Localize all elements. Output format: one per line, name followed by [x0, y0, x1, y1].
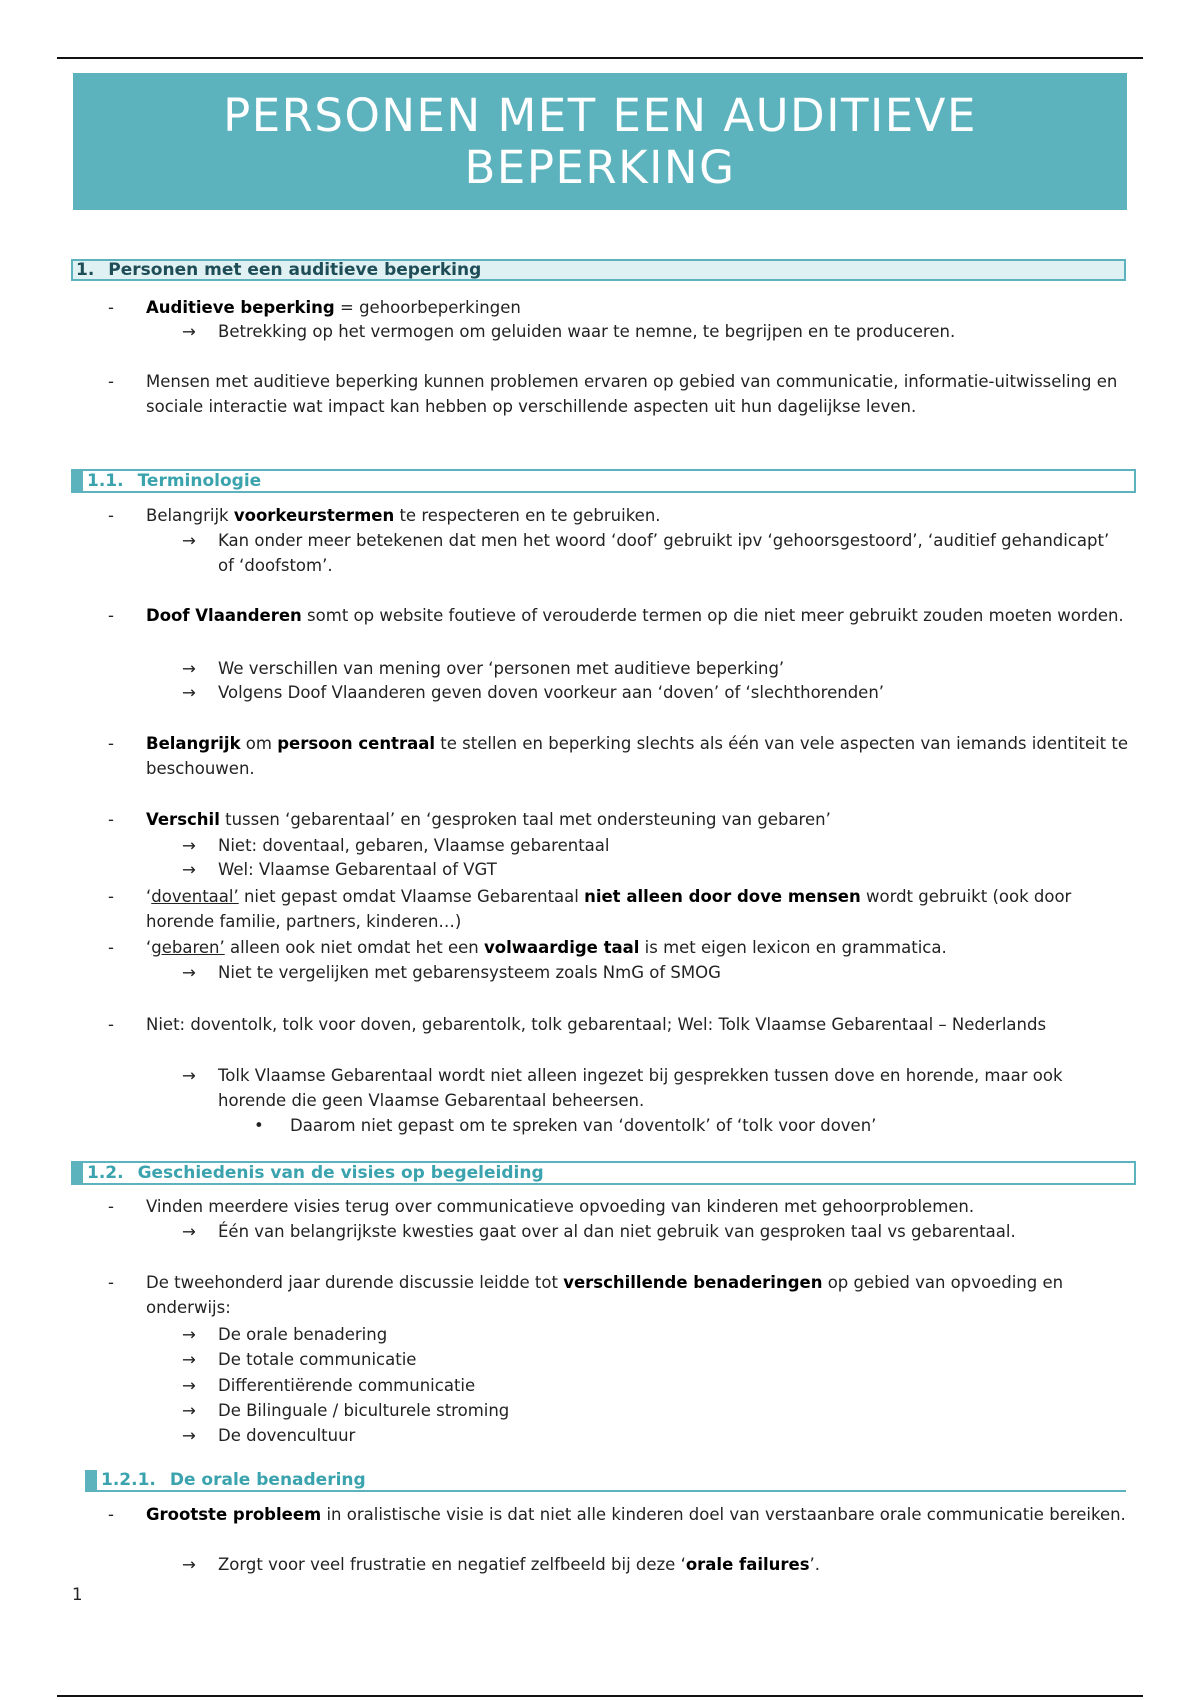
sub-bullet-orale-failures: Zorgt voor veel frustratie en negatief zelfbeeld bij deze ‘orale failures’.	[218, 1555, 821, 1574]
heading-section-1	[71, 259, 1126, 281]
heading-title: Personen met een auditieve beperking	[108, 260, 482, 280]
heading-title: Geschiedenis van de visies op begeleiding	[137, 1163, 544, 1183]
sub-bullet-kwesties: Één van belangrijkste kwesties gaat over al dan niet gebruik van gesproken taal vs gebarentaal.	[218, 1222, 1016, 1241]
list-item: De dovencultuur	[218, 1426, 356, 1445]
bullet-auditieve-beperking: Auditieve beperking = gehoorbeperkingen	[146, 298, 521, 317]
bullet-voorkeurstermen: Belangrijk voorkeurstermen te respecteren en te gebruiken.	[146, 506, 661, 525]
bullet-mensen-met-beperking: Mensen met auditieve beperking kunnen problemen ervaren op gebied van communicatie, informatie-uitwisseling en sociale interactie wat impact kan hebben op verschillende aspecten uit hun dagelijkse leven.	[146, 372, 1118, 416]
dash-marker: -	[108, 606, 114, 625]
title-line-2: BEPERKING	[464, 140, 736, 194]
title-line-1: PERSONEN MET EEN AUDITIEVE	[223, 88, 977, 142]
list-item: De Bilinguale / biculturele stroming	[218, 1401, 510, 1420]
heading-title: Terminologie	[137, 471, 262, 491]
bullet-persoon-centraal: Belangrijk om persoon centraal te stellen en beperking slechts als één van vele aspecten van iemands identiteit te beschouwen.	[146, 734, 1129, 778]
arrow-marker: →	[182, 1401, 196, 1420]
list-item: De totale communicatie	[218, 1350, 417, 1369]
sub-bullet-doof: Kan onder meer betekenen dat men het woord ‘doof’ gebruikt ipv ‘gehoorsgestoord’, ‘auditief gehandicapt’ of ‘doofstom’.	[218, 531, 1110, 575]
arrow-marker: →	[182, 322, 196, 341]
bullet-tolk: Niet: doventolk, tolk voor doven, gebarentolk, tolk gebarentaal; Wel: Tolk Vlaamse Gebarentaal – Nederlands	[146, 1015, 1047, 1034]
arrow-marker: →	[182, 659, 196, 678]
arrow-marker: →	[182, 1426, 196, 1445]
arrow-marker: →	[182, 1555, 196, 1574]
dash-marker: -	[108, 734, 114, 753]
dash-marker: -	[108, 1015, 114, 1034]
sub-bullet-wel: Wel: Vlaamse Gebarentaal of VGT	[218, 860, 497, 879]
bullet-verschil: Verschil tussen ‘gebarentaal’ en ‘gesproken taal met ondersteuning van gebaren’	[146, 810, 831, 829]
sub-bullet-tolk-ingezet: Tolk Vlaamse Gebarentaal wordt niet alleen ingezet bij gesprekken tussen dove en horende, maar ook horende die geen Vlaamse Gebarentaal beheersen.	[218, 1066, 1063, 1110]
arrow-marker: →	[182, 1222, 196, 1241]
dash-marker: -	[108, 1505, 114, 1524]
dash-marker: -	[108, 938, 114, 957]
dash-marker: -	[108, 372, 114, 391]
arrow-marker: →	[182, 531, 196, 550]
sub-bullet-gebarensysteem: Niet te vergelijken met gebarensysteem zoals NmG of SMOG	[218, 963, 721, 982]
arrow-marker: →	[182, 1350, 196, 1369]
heading-section-1-2-1	[85, 1470, 1126, 1492]
list-item: De orale benadering	[218, 1325, 388, 1344]
heading-number: 1.2.1.	[101, 1470, 156, 1490]
bullet-marker: •	[254, 1116, 264, 1135]
sub-bullet-niet: Niet: doventaal, gebaren, Vlaamse gebarentaal	[218, 836, 610, 855]
sub-bullet-voorkeur: Volgens Doof Vlaanderen geven doven voorkeur aan ‘doven’ of ‘slechthorenden’	[218, 683, 885, 702]
heading-section-1-1	[71, 469, 1136, 493]
dash-marker: -	[108, 1273, 114, 1292]
top-rule	[57, 57, 1143, 59]
arrow-marker: →	[182, 1376, 196, 1395]
sub-bullet-mening: We verschillen van mening over ‘personen met auditieve beperking’	[218, 659, 785, 678]
arrow-marker: →	[182, 1325, 196, 1344]
list-item: Differentiërende communicatie	[218, 1376, 476, 1395]
bullet-discussie: De tweehonderd jaar durende discussie leidde tot verschillende benaderingen op gebied van opvoeding en onderwijs:	[146, 1273, 1064, 1317]
dash-marker: -	[108, 298, 114, 317]
arrow-marker: →	[182, 963, 196, 982]
page-number: 1	[72, 1585, 83, 1604]
dash-marker: -	[108, 887, 114, 906]
arrow-marker: →	[182, 860, 196, 879]
bullet-visies: Vinden meerdere visies terug over communicatieve opvoeding van kinderen met gehoorproblemen.	[146, 1197, 975, 1216]
arrow-marker: →	[182, 1066, 196, 1085]
bullet-doventaal: ‘doventaal’ niet gepast omdat Vlaamse Gebarentaal niet alleen door dove mensen wordt gebruikt (ook door horende familie, partners, kinderen…)	[146, 887, 1072, 931]
title-banner	[73, 73, 1127, 210]
arrow-marker: →	[182, 836, 196, 855]
heading-number: 1.2.	[87, 1163, 124, 1183]
arrow-marker: →	[182, 683, 196, 702]
bullet-gebaren: ‘gebaren’ alleen ook niet omdat het een volwaardige taal is met eigen lexicon en grammatica.	[146, 938, 947, 957]
bullet-grootste-probleem: Grootste probleem in oralistische visie is dat niet alle kinderen doel van verstaanbare orale communicatie bereiken.	[146, 1505, 1126, 1524]
heading-title: De orale benadering	[169, 1470, 366, 1490]
sub-bullet-betrekking: Betrekking op het vermogen om geluiden waar te nemne, te begrijpen en te produceren.	[218, 322, 956, 341]
bullet-doof-vlaanderen: Doof Vlaanderen somt op website foutieve of verouderde termen op die niet meer gebruikt zouden moeten worden.	[146, 606, 1124, 625]
dash-marker: -	[108, 506, 114, 525]
heading-number: 1.1.	[87, 471, 124, 491]
heading-section-1-2	[71, 1161, 1136, 1185]
bottom-rule	[57, 1695, 1143, 1697]
heading-number: 1.	[76, 260, 95, 280]
dash-marker: -	[108, 1197, 114, 1216]
sub-sub-bullet-daarom: Daarom niet gepast om te spreken van ‘doventolk’ of ‘tolk voor doven’	[290, 1116, 877, 1135]
dash-marker: -	[108, 810, 114, 829]
